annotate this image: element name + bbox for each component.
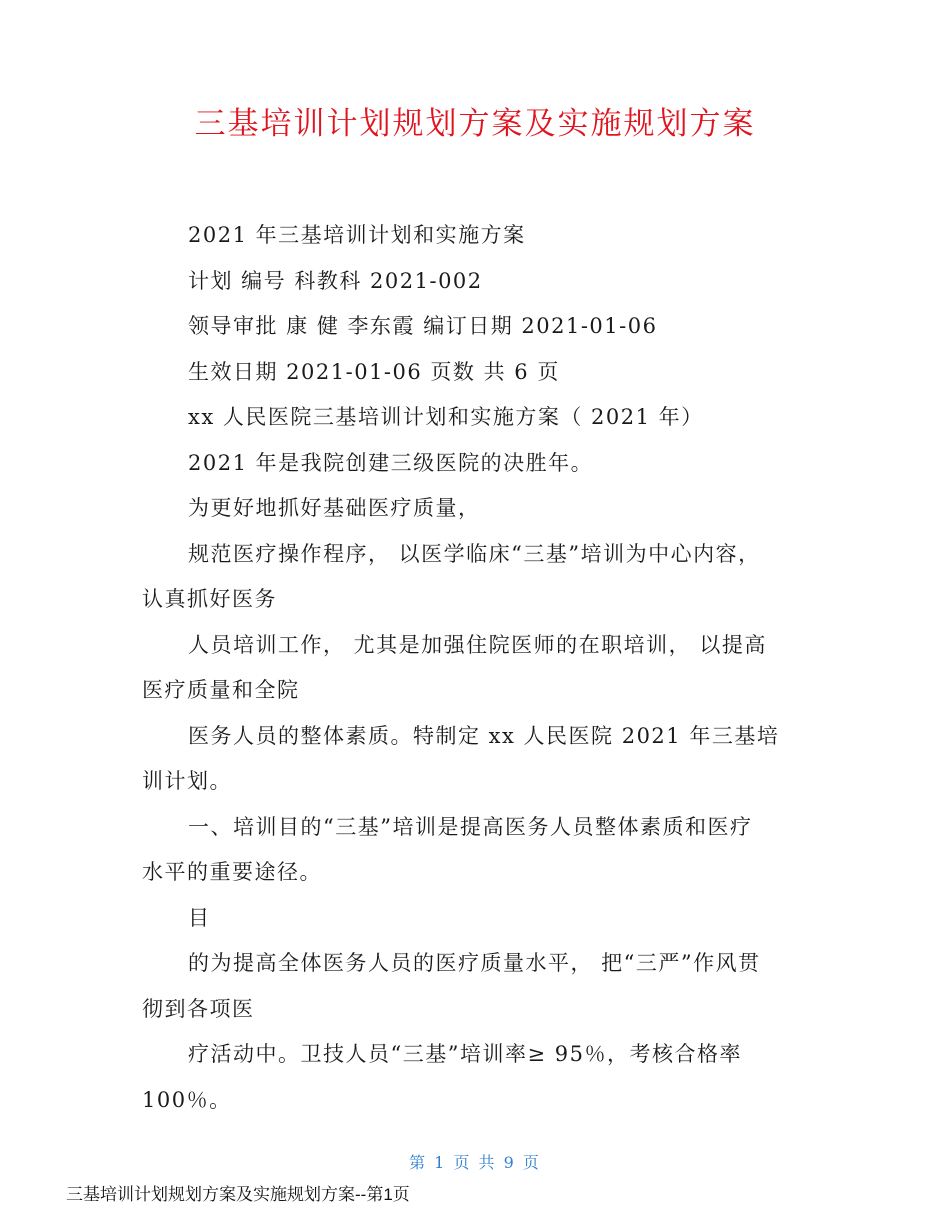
body-line: 领导审批 康 健 李东霞 编订日期 2021-01-06 [188, 314, 658, 338]
body-line: 一、培训目的“三基”培训是提高医务人员整体素质和医疗 [188, 814, 753, 839]
body-line: 认真抓好医务 [142, 587, 277, 611]
body-line: 彻到各项医 [142, 996, 255, 1021]
body-line: 100％。 [142, 1087, 232, 1112]
page-caption: 三基培训计划规划方案及实施规划方案--第1页 [66, 1185, 410, 1204]
body-line: 为更好地抓好基础医疗质量， [188, 496, 481, 520]
body-line: 水平的重要途径。 [142, 860, 322, 884]
body-line: 2021 年三基培训计划和实施方案 [188, 223, 526, 247]
document-title: 三基培训计划规划方案及实施规划方案 [194, 106, 756, 142]
document-body [142, 213, 812, 1123]
body-line: 疗活动中。卫技人员“三基”培训率≥ 95％，考核合格率 [188, 1042, 742, 1066]
body-line: xx 人民医院三基培训计划和实施方案（ 2021 年） [188, 405, 704, 429]
body-line: 目 [188, 905, 211, 930]
body-line: 规范医疗操作程序， 以医学临床“三基”培训为中心内容， [188, 541, 761, 566]
page-indicator: 第 1 页 共 9 页 [409, 1153, 541, 1172]
body-line: 计划 编号 科教科 2021-002 [188, 268, 483, 293]
body-line: 人员培训工作， 尤其是加强住院医师的在职培训， 以提高 [188, 632, 767, 657]
body-line: 生效日期 2021-01-06 页数 共 6 页 [188, 359, 560, 384]
body-line: 2021 年是我院创建三级医院的决胜年。 [188, 450, 594, 475]
body-line: 的为提高全体医务人员的医疗质量水平， 把“三严”作风贯 [188, 951, 761, 975]
body-line: 医疗质量和全院 [142, 678, 300, 702]
body-line: 训计划。 [142, 769, 232, 793]
body-line: 医务人员的整体素质。特制定 xx 人民医院 2021 年三基培 [188, 723, 780, 748]
